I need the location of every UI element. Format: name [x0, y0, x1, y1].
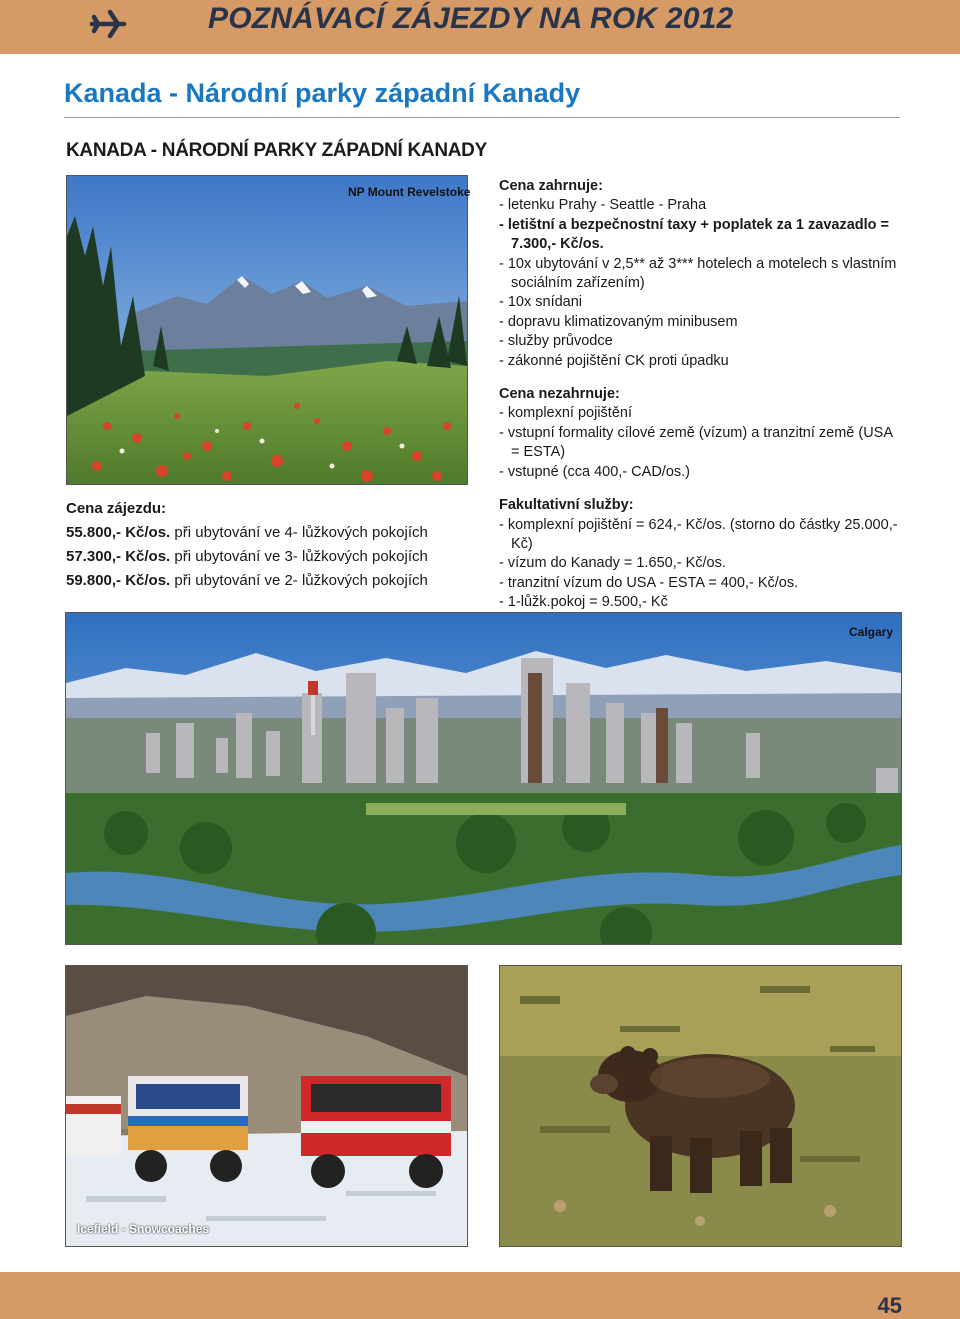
photo-grizzly-bear [499, 965, 902, 1247]
list-item: - vstupní formality cílové země (vízum) a tranzitní země (USA = ESTA) [499, 424, 893, 461]
caption-mount-revelstoke: NP Mount Revelstoke [348, 185, 471, 199]
header-band [0, 0, 960, 54]
page-number: 45 [877, 1293, 902, 1318]
list-item: - vízum do Kanady = 1.650,- Kč/os. [499, 555, 726, 572]
list-item: - 1-lůžk.pokoj = 9.500,- Kč [499, 594, 668, 611]
list-item: - dopravu klimatizovaným minibusem [499, 313, 738, 330]
list-item: - 10x snídani [499, 294, 583, 311]
list-item: - letenku Prahy - Seattle - Praha [499, 197, 707, 214]
price-block [66, 497, 428, 593]
list-item: - vstupné (cca 400,- CAD/os.) [499, 463, 690, 480]
photo-mount-revelstoke [66, 175, 471, 485]
photo-icefield-snowcoaches [65, 965, 468, 1247]
footer-band [0, 1272, 960, 1319]
list-item: - služby průvodce [499, 333, 613, 350]
services-column [499, 177, 899, 613]
price-row: 59.800,- Kč/os. při ubytování ve 2- lůžkových pokojích [66, 572, 428, 589]
price-heading: Cena zájezdu: [66, 500, 167, 517]
optional-heading: Fakultativní služby: [499, 497, 634, 514]
list-item: - 10x ubytování v 2,5** až 3*** hotelech a motelech s vlastním sociálním zařízením) [499, 255, 897, 292]
caption-icefield: Icefield - Snowcoaches [77, 1222, 210, 1236]
tour-subtitle: KANADA - NÁRODNÍ PARKY ZÁPADNÍ KANADY [66, 140, 487, 161]
title-divider [64, 117, 900, 118]
list-item: - letištní a bezpečnostní taxy + poplatek za 1 zavazadlo = 7.300,- Kč/os. [499, 216, 890, 253]
list-item: - komplexní pojištění = 624,- Kč/os. (storno do částky 25.000,- Kč) [499, 516, 898, 552]
catalog-title: POZNÁVACÍ ZÁJEZDY NA ROK 2012 [208, 2, 734, 35]
included-heading: Cena zahrnuje: [499, 178, 603, 194]
list-item: - komplexní pojištění [499, 405, 632, 422]
caption-calgary: Calgary [849, 625, 894, 639]
photo-calgary [65, 612, 902, 945]
list-item: - zákonné pojištění CK proti úpadku [499, 352, 729, 369]
page-title: Kanada - Národní parky západní Kanady [64, 78, 581, 108]
price-row: 55.800,- Kč/os. při ubytování ve 4- lůžkových pokojích [66, 524, 428, 541]
airplane-icon [88, 4, 128, 44]
not-included-heading: Cena nezahrnuje: [499, 386, 620, 403]
price-row: 57.300,- Kč/os. při ubytování ve 3- lůžkových pokojích [66, 548, 428, 565]
list-item: - tranzitní vízum do USA - ESTA = 400,- Kč/os. [499, 574, 799, 591]
